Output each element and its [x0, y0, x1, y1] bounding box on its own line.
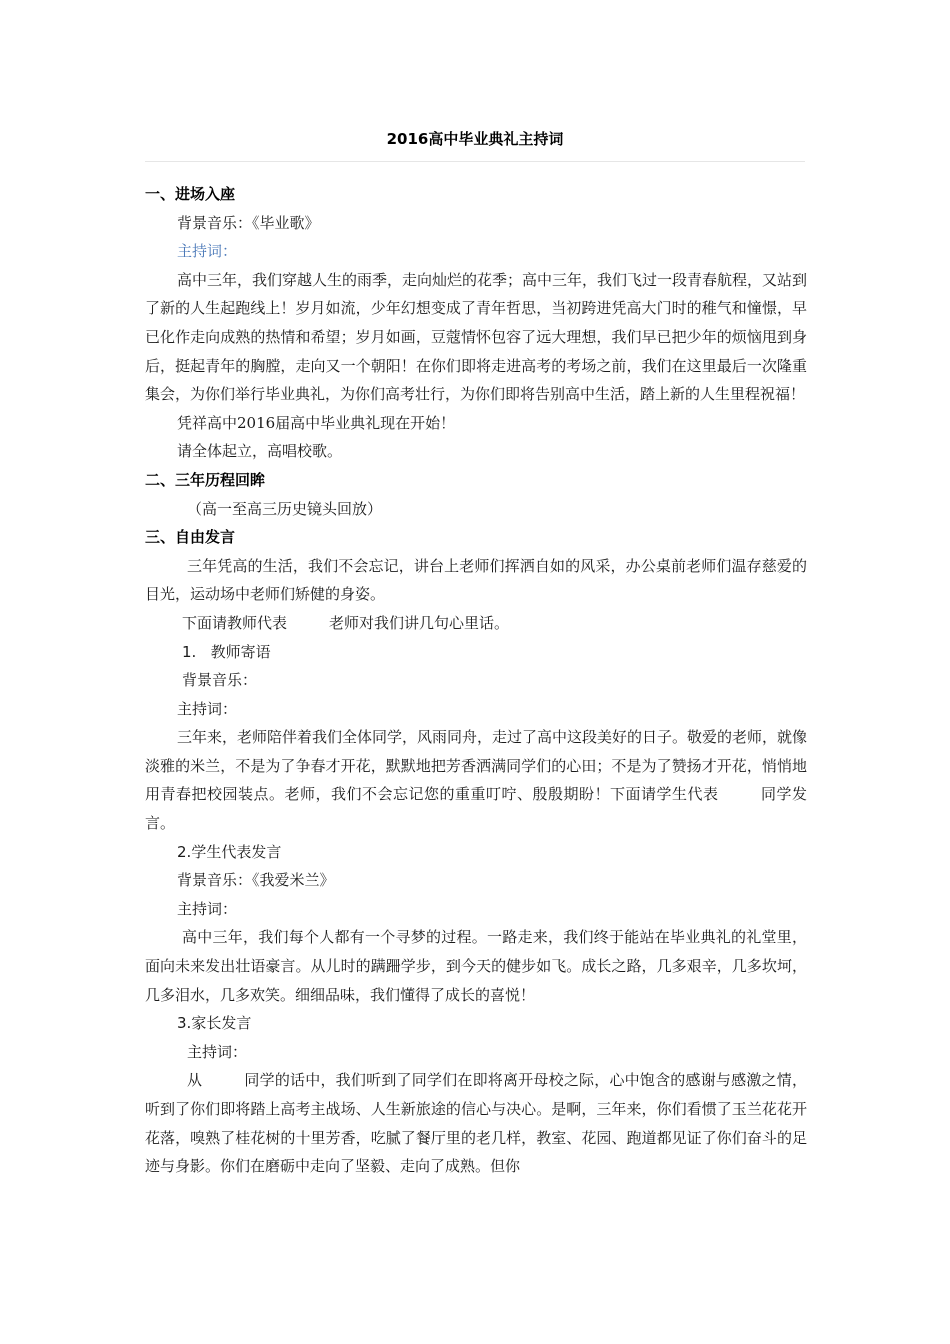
subsection-teacher: 1. 教师寄语	[182, 642, 271, 661]
teacher-host-label: 主持词：	[177, 699, 238, 718]
review-note: （高一至高三历史镜头回放）	[187, 499, 383, 518]
student-host-label: 主持词：	[177, 899, 238, 918]
speeches-intro-paragraph: 三年凭高的生活，我们不会忘记，讲台上老师们挥洒自如的风采，办公桌前老师们温存慈爱的目光，运动场中老师们矫健的身姿。	[145, 556, 807, 604]
teacher-music-line: 背景音乐：	[182, 671, 258, 690]
host-label: 主持词：	[177, 242, 238, 261]
title-divider	[145, 161, 805, 162]
parent-host-label: 主持词：	[187, 1042, 248, 1061]
subsection-student: 2.学生代表发言	[177, 842, 282, 861]
teacher-invite-line: 下面请教师代表 老师对我们讲几句心里话。	[182, 613, 510, 632]
teacher-paragraph: 三年来，老师陪伴着我们全体同学，风雨同舟，走过了高中这段美好的日子。敬爱的老师，就像淡雅的米兰，不是为了争春才开花，默默地把芳香洒满同学们的心田；不是为了赞扬才开花，悄悄地用青春把校园装点。老师，我们不会忘记您的重重叮咛、殷殷期盼！下面请学生代表 同学发言。	[145, 728, 808, 833]
student-paragraph: 高中三年，我们每个人都有一个寻梦的过程。一路走来，我们终于能站在毕业典礼的礼堂里，面向未来发出壮语豪言。从儿时的蹒跚学步，到今天的健步如飞。成长之路，几多艰辛，几多坎坷，几多泪水，几多欢笑。细细品味，我们懂得了成长的喜悦！	[145, 928, 807, 1004]
document-body	[145, 180, 807, 1181]
subsection-parent: 3.家长发言	[177, 1014, 252, 1033]
opening-paragraph	[145, 266, 807, 409]
parent-paragraph: 从 同学的话中，我们听到了同学们在即将离开母校之际，心中饱含的感谢与感激之情，听到了你们即将踏上高考主战场、人生新旅途的信心与决心。是啊，三年来，你们看惯了玉兰花花开花落，嗅熟了桂花树的十里芳香，吃腻了餐厅里的老几样，教室、花园、跑道都见证了你们奋斗的足迹与身影。你们在磨砺中走向了坚毅、走向了成熟。但你	[145, 1071, 807, 1176]
student-music-line: 背景音乐：《我爱米兰》	[177, 871, 335, 890]
ceremony-start-line: 凭祥高中2016届高中毕业典礼现在开始！	[177, 413, 456, 432]
section-heading-entrance: 一、进场入座	[145, 185, 236, 203]
document-title: 2016高中毕业典礼主持词	[386, 130, 564, 148]
section-heading-speeches: 三、自由发言	[145, 528, 236, 547]
section-heading-review: 二、三年历程回眸	[145, 470, 266, 489]
background-music-line: 背景音乐：《毕业歌》	[177, 213, 320, 232]
opening-text-a: 高中三年，我们穿越人生的雨季，走向灿烂的花季；高中三年，我们飞过一段青春航程，又站到了新的人生起跑线上！岁月如流，少年幻想变成了青年哲思，当初跨进凭高大门时的稚气和憧憬，早已化作走向成熟的热情和希望；岁月如画，豆蔻情怀包容了远大理想，我们早已把少年的烦恼甩到身后，挺起青年的胸膛，走向又一个朝阳！	[145, 270, 808, 375]
stand-sing-line: 请全体起立，高唱校歌。	[177, 442, 343, 461]
opening-text-c: ，为你们举行毕业典礼，为你们高考壮行，为你们即将告别高中生活，踏上新的人生里程祝福！	[175, 385, 806, 404]
opening-text-emphasis: 在你们即将走进高考的考场之前，我们在这里最后一次隆重集会	[145, 356, 807, 404]
